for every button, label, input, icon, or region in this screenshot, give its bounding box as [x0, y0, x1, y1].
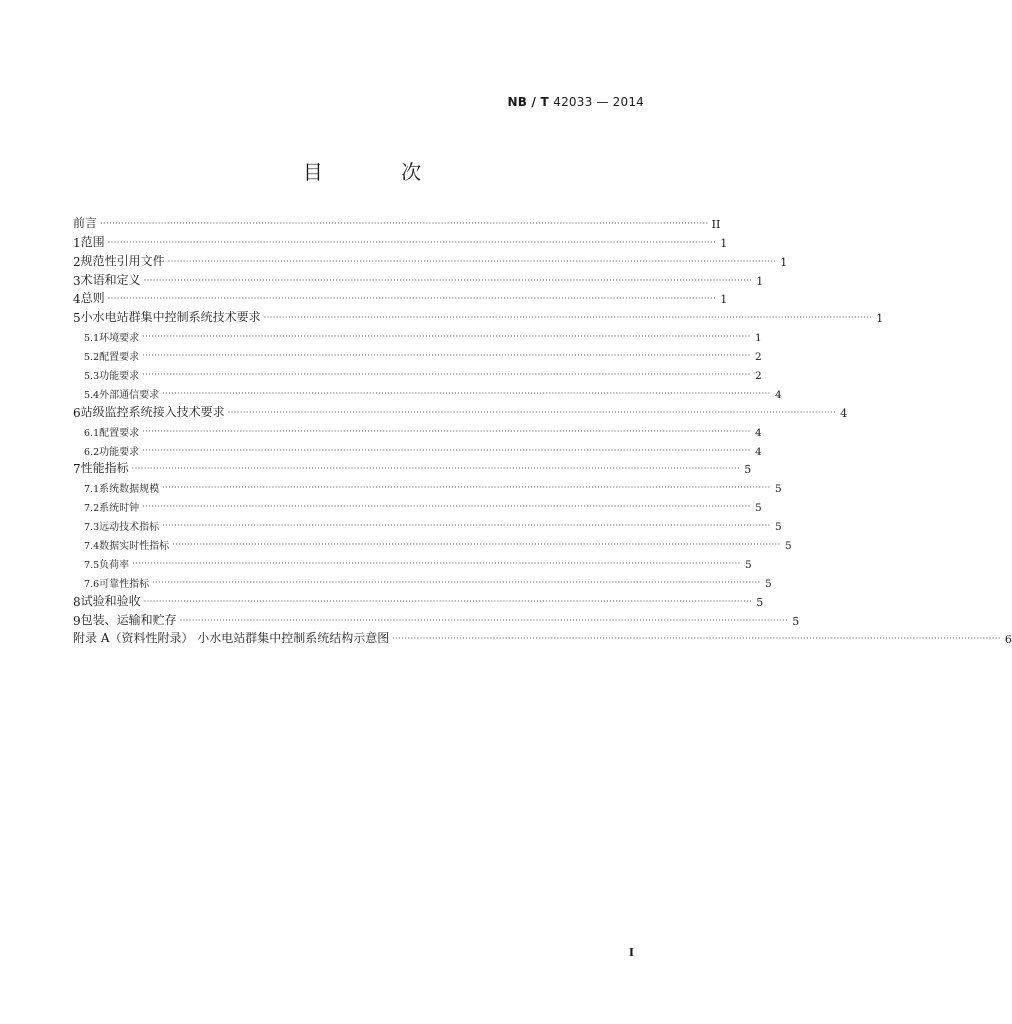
toc-entry-page: 1	[755, 332, 762, 345]
toc-entry[interactable]	[73, 401, 848, 420]
standard-number	[508, 95, 644, 109]
toc-entry-page: 4	[775, 388, 782, 401]
toc-entry-page: 1	[876, 312, 884, 326]
toc-entry-label: 配置要求	[99, 427, 140, 439]
toc-entry[interactable]	[73, 306, 884, 326]
toc-entry-label: 前言	[73, 215, 98, 230]
toc-entry[interactable]	[73, 325, 762, 345]
table-of-contents	[73, 212, 1012, 647]
toc-entry-page: 5	[756, 595, 764, 609]
dot-leader: ········································································································································································································	[162, 521, 771, 531]
dot-leader: ········································································································································································································	[142, 332, 751, 342]
toc-title: 目 次	[302, 160, 458, 184]
toc-entry-page: 5	[792, 614, 800, 628]
toc-entry-label: 系统时钟	[99, 503, 140, 515]
dot-leader: ········································································································································································································	[142, 351, 751, 361]
toc-entry-page: 5	[765, 577, 772, 590]
standard-code: 42033 — 2014	[553, 95, 644, 109]
toc-entry-label: 术语和定义	[80, 272, 141, 287]
dot-leader: ········································································································································································································	[107, 237, 717, 247]
toc-entry-label: 性能指标	[80, 461, 129, 476]
dot-leader: ········································································································································································································	[107, 294, 717, 304]
toc-entry-label: 可靠性指标	[99, 578, 150, 590]
toc-entry-number: 6	[73, 405, 81, 420]
toc-entry[interactable]	[73, 495, 762, 515]
toc-entry-page: 5	[744, 463, 752, 477]
dot-leader: ········································································································································································································	[172, 540, 781, 550]
toc-entry-label: 数据实时性指标	[99, 541, 170, 553]
dot-leader: ········································································································································································································	[179, 615, 789, 625]
toc-entry-number: 8	[73, 594, 81, 609]
toc-entry-label: 外部通信要求	[99, 389, 160, 401]
toc-entry-label: 总则	[80, 291, 105, 306]
dot-leader: ········································································································································································································	[392, 634, 1001, 644]
toc-entry-page: 1	[756, 274, 764, 288]
toc-entry-label: 功能要求	[99, 446, 140, 458]
toc-entry-page: 4	[755, 426, 762, 439]
toc-entry-number: 7.1	[84, 484, 100, 496]
toc-entry[interactable]	[73, 212, 721, 231]
toc-entry-page: II	[711, 217, 721, 231]
toc-entry-label: 配置要求	[99, 352, 140, 364]
toc-entry-label: 系统数据规模	[99, 484, 160, 496]
toc-entry-number: 4	[73, 292, 81, 307]
toc-entry-number: 5.4	[84, 389, 100, 401]
toc-entry-label: 小水电站群集中控制系统技术要求	[80, 310, 261, 325]
toc-entry[interactable]	[73, 514, 782, 534]
toc-entry-number: 7.6	[84, 578, 100, 590]
toc-entry-number: 2	[73, 254, 81, 269]
dot-leader: ········································································································································································································	[167, 256, 777, 266]
toc-entry-number: 3	[73, 273, 81, 288]
toc-entry-number: 5.1	[84, 333, 100, 345]
page-number: I	[628, 946, 634, 959]
toc-entry[interactable]	[73, 476, 782, 496]
toc-entry-page: 1	[720, 236, 728, 250]
dot-leader: ········································································································································································································	[263, 313, 873, 323]
toc-entry-label: 功能要求	[99, 371, 140, 383]
toc-entry-label: 包装、运输和贮存	[80, 612, 177, 627]
toc-entry[interactable]	[73, 533, 792, 553]
toc-entry[interactable]	[73, 269, 764, 288]
dot-leader: ········································································································································································································	[131, 464, 741, 474]
toc-entry-page: 5	[775, 521, 782, 534]
toc-entry[interactable]	[73, 363, 762, 383]
dot-leader: ········································································································································································································	[227, 407, 837, 417]
toc-entry-label: 远动技术指标	[99, 522, 160, 534]
toc-entry-number: 1	[73, 235, 81, 250]
toc-entry-page: 6	[1004, 633, 1012, 647]
toc-entry[interactable]	[73, 590, 764, 609]
dot-leader: ········································································································································································································	[162, 388, 771, 398]
toc-entry[interactable]	[73, 250, 788, 269]
toc-entry-page: 5	[785, 540, 792, 553]
toc-entry-number: 7.4	[84, 541, 100, 553]
toc-entry[interactable]	[73, 571, 772, 590]
dot-leader: ········································································································································································································	[143, 275, 753, 285]
toc-entry[interactable]	[73, 420, 762, 439]
toc-entry[interactable]	[73, 439, 762, 458]
toc-entry-number: 5.2	[84, 352, 100, 364]
toc-entry[interactable]	[73, 231, 728, 250]
toc-entry-page: 4	[755, 445, 762, 458]
dot-leader: ········································································································································································································	[132, 558, 741, 568]
dot-leader: ········································································································································································································	[100, 218, 709, 228]
toc-entry[interactable]	[73, 458, 752, 477]
toc-entry-label: 附录 A（资料性附录） 小水电站群集中控制系统结构示意图	[73, 631, 390, 646]
toc-entry-label: 环境要求	[99, 333, 140, 345]
dot-leader: ········································································································································································································	[142, 426, 751, 436]
standard-prefix: NB / T	[507, 95, 549, 109]
toc-entry-label: 规范性引用文件	[80, 253, 165, 268]
toc-entry-page: 5	[745, 558, 752, 571]
toc-entry-number: 6.1	[84, 427, 100, 439]
dot-leader: ········································································································································································································	[152, 577, 761, 587]
dot-leader: ········································································································································································································	[162, 483, 771, 493]
toc-entry[interactable]	[73, 628, 1012, 647]
toc-entry-page: 4	[840, 406, 848, 420]
toc-entry-number: 7.5	[84, 559, 100, 571]
toc-entry-page: 5	[755, 502, 762, 515]
toc-entry-number: 5.3	[84, 371, 100, 383]
toc-entry[interactable]	[73, 609, 800, 628]
toc-entry[interactable]	[73, 382, 782, 401]
toc-entry-page: 5	[775, 483, 782, 496]
toc-entry-label: 站级监控系统接入技术要求	[80, 404, 225, 419]
toc-entry-page: 1	[720, 293, 728, 307]
toc-entry-number: 7	[73, 462, 81, 477]
toc-entry-number: 7.2	[84, 503, 100, 515]
toc-entry-number: 7.3	[84, 522, 100, 534]
dot-leader: ········································································································································································································	[142, 502, 751, 512]
dot-leader: ········································································································································································································	[142, 445, 751, 455]
toc-entry-page: 2	[755, 370, 762, 383]
toc-entry-label: 范围	[80, 234, 105, 249]
toc-entry-label: 负荷率	[99, 559, 130, 571]
toc-entry[interactable]	[73, 288, 728, 307]
toc-entry[interactable]	[73, 552, 752, 571]
dot-leader: ········································································································································································································	[143, 596, 753, 606]
toc-entry-page: 1	[780, 255, 788, 269]
toc-entry-label: 试验和验收	[80, 593, 141, 608]
toc-entry-page: 2	[755, 351, 762, 364]
dot-leader: ········································································································································································································	[142, 370, 751, 380]
toc-entry-number: 5	[73, 311, 81, 326]
toc-entry-number: 6.2	[84, 446, 100, 458]
toc-entry-number: 9	[73, 613, 81, 628]
toc-entry[interactable]	[73, 344, 762, 364]
